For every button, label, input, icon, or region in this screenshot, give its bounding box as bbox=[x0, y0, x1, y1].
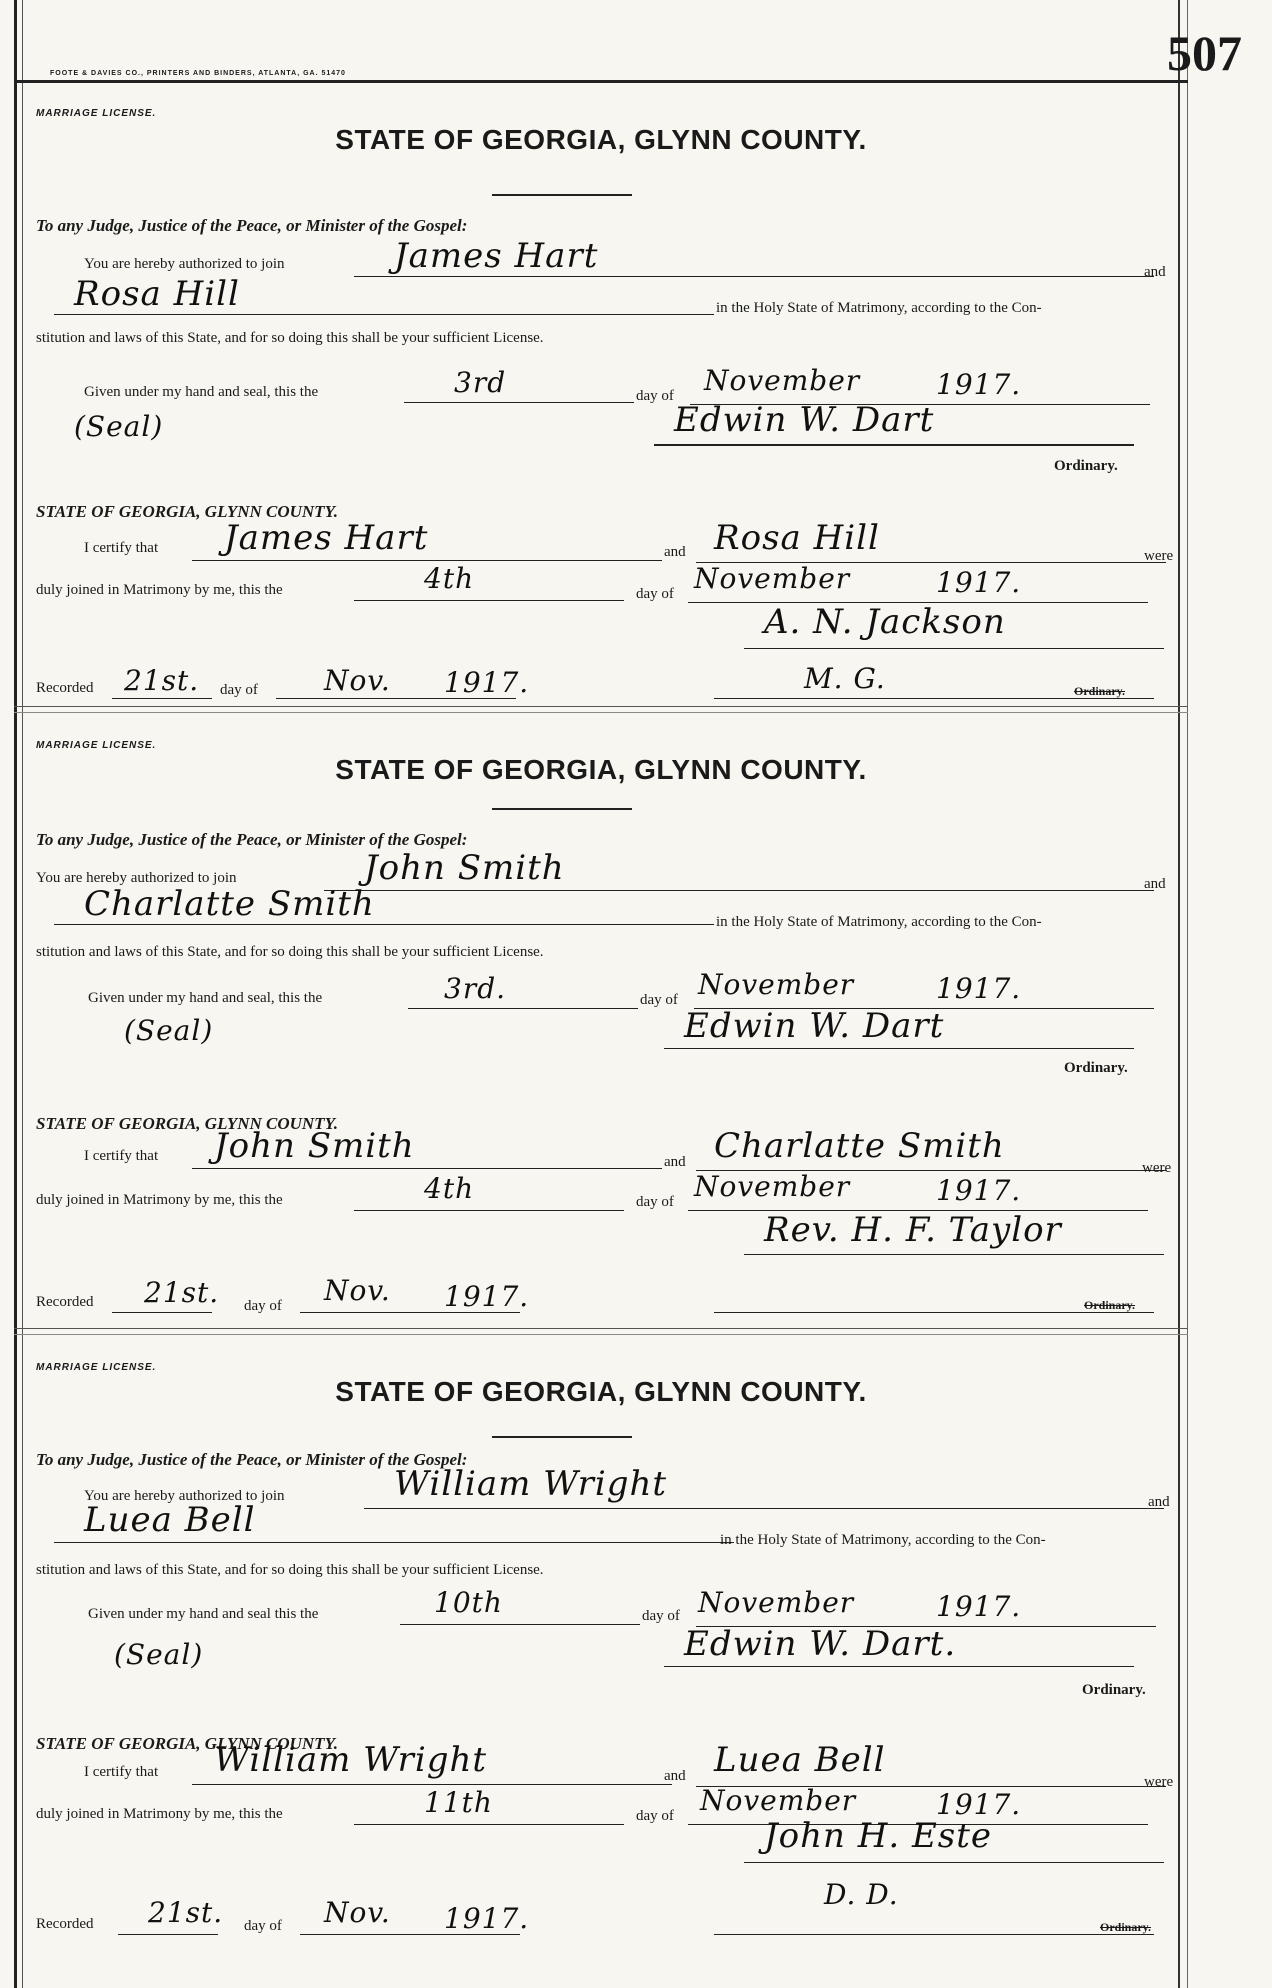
married-day-line bbox=[354, 600, 624, 601]
officiant-line bbox=[744, 1254, 1164, 1255]
signature-rule bbox=[664, 1666, 1134, 1667]
married-day-line bbox=[354, 1824, 624, 1825]
married-day: 4th bbox=[424, 1172, 475, 1205]
recorded-day: 21st. bbox=[124, 664, 200, 697]
holy-state-text: in the Holy State of Matrimony, according to the Con- bbox=[720, 1532, 1046, 1548]
cert-groom-line bbox=[192, 560, 662, 561]
certificate-heading: STATE OF GEORGIA, GLYNN COUNTY. bbox=[36, 502, 338, 521]
cert-bride-name: Rosa Hill bbox=[714, 518, 880, 558]
day-of-text: day of bbox=[640, 992, 678, 1008]
license-day-line bbox=[404, 402, 634, 403]
bride-name: Charlatte Smith bbox=[84, 884, 375, 924]
ordinary-label: Ordinary. bbox=[1064, 1060, 1128, 1076]
given-text: Given under my hand and seal, this the bbox=[84, 384, 319, 400]
were-text: were bbox=[1144, 1774, 1174, 1790]
license-day: 10th bbox=[434, 1586, 503, 1619]
printer-imprint: FOOTE & DAVIES CO., PRINTERS AND BINDERS, ATLANTA, GA. 51470 bbox=[50, 70, 346, 77]
married-year: 1917. bbox=[936, 566, 1022, 599]
heading-rule bbox=[492, 194, 632, 196]
married-year: 1917. bbox=[936, 1788, 1022, 1821]
and-text: and bbox=[1144, 876, 1166, 892]
cert-groom-name: John Smith bbox=[214, 1126, 415, 1166]
married-day: 4th bbox=[424, 562, 475, 595]
marriage-license-1 bbox=[24, 84, 1178, 704]
officiant-title: D. D. bbox=[824, 1878, 899, 1911]
day-of-text: day of bbox=[636, 388, 674, 404]
cert-bride-name: Luea Bell bbox=[714, 1740, 886, 1780]
groom-line bbox=[324, 890, 1154, 891]
recorded-text: Recorded bbox=[36, 1294, 94, 1310]
officiant-signature: Rev. H. F. Taylor bbox=[764, 1210, 1062, 1250]
license-year: 1917. bbox=[936, 368, 1022, 401]
certify-text: I certify that bbox=[84, 1764, 159, 1780]
given-text: Given under my hand and seal, this the bbox=[88, 990, 323, 1006]
and-text: and bbox=[1144, 264, 1166, 280]
groom-name: William Wright bbox=[394, 1464, 668, 1504]
marriage-license-3 bbox=[24, 1336, 1178, 1976]
and-text: and bbox=[1148, 1494, 1170, 1510]
bride-line bbox=[54, 314, 714, 315]
duly-joined-text: duly joined in Matrimony by me, this the bbox=[36, 582, 283, 598]
license-heading: STATE OF GEORGIA, GLYNN COUNTY. bbox=[335, 754, 867, 785]
recorded-month: Nov. bbox=[324, 664, 391, 697]
groom-line bbox=[354, 276, 1154, 277]
day-of-text-3: day of bbox=[244, 1298, 282, 1314]
cert-groom-line bbox=[192, 1168, 662, 1169]
bride-name: Luea Bell bbox=[84, 1500, 256, 1540]
ordinary-struck: Ordinary. bbox=[1074, 684, 1126, 698]
ordinary-label: Ordinary. bbox=[1082, 1682, 1146, 1698]
ordinary-line bbox=[714, 1934, 1154, 1935]
license-tag: MARRIAGE LICENSE. bbox=[36, 1362, 157, 1373]
ordinary-signature: Edwin W. Dart bbox=[674, 400, 935, 440]
marriage-license-2 bbox=[24, 714, 1178, 1332]
day-of-text-2: day of bbox=[636, 1194, 674, 1210]
signature-rule bbox=[664, 1048, 1134, 1049]
officiant-signature: A. N. Jackson bbox=[764, 602, 1006, 642]
recorded-year: 1917. bbox=[444, 1902, 530, 1935]
groom-line bbox=[364, 1508, 1164, 1509]
recorded-day-line bbox=[112, 1312, 212, 1313]
and-text-2: and bbox=[664, 544, 686, 560]
day-of-text-2: day of bbox=[636, 1808, 674, 1824]
recorded-text: Recorded bbox=[36, 680, 94, 696]
constitution-text: stitution and laws of this State, and for so doing this shall be your sufficient License. bbox=[36, 944, 544, 960]
given-text: Given under my hand and seal this the bbox=[88, 1606, 319, 1622]
left-border-inner bbox=[22, 0, 23, 1988]
record-separator-1 bbox=[14, 706, 1188, 707]
cert-groom-line bbox=[192, 1784, 672, 1785]
authorized-text: You are hereby authorized to join bbox=[84, 1488, 285, 1504]
recorded-month: Nov. bbox=[324, 1274, 391, 1307]
officiant-line bbox=[744, 1862, 1164, 1863]
license-year: 1917. bbox=[936, 972, 1022, 1005]
record-separator-2b bbox=[14, 1334, 1188, 1335]
license-month: November bbox=[704, 364, 861, 397]
officiant-title: M. G. bbox=[804, 662, 886, 695]
authorized-text: You are hereby authorized to join bbox=[84, 256, 285, 272]
cert-bride-name: Charlatte Smith bbox=[714, 1126, 1005, 1166]
married-month: November bbox=[700, 1784, 857, 1817]
day-of-text-3: day of bbox=[244, 1918, 282, 1934]
license-day: 3rd bbox=[454, 366, 507, 399]
license-day-line bbox=[408, 1008, 638, 1009]
record-separator-1b bbox=[14, 712, 1188, 713]
married-month: November bbox=[694, 1170, 851, 1203]
officiant-signature: John H. Este bbox=[764, 1816, 993, 1856]
married-year: 1917. bbox=[936, 1174, 1022, 1207]
constitution-text: stitution and laws of this State, and for so doing this shall be your sufficient License. bbox=[36, 330, 544, 346]
day-of-text-2: day of bbox=[636, 586, 674, 602]
groom-name: James Hart bbox=[394, 236, 599, 276]
seal-mark: (Seal) bbox=[74, 410, 164, 443]
heading-rule bbox=[492, 1436, 632, 1438]
ordinary-signature: Edwin W. Dart. bbox=[684, 1624, 957, 1664]
certify-text: I certify that bbox=[84, 540, 159, 556]
right-border-outer bbox=[1187, 0, 1188, 1988]
recorded-day-line bbox=[112, 698, 212, 699]
married-month: November bbox=[694, 562, 851, 595]
duly-joined-text: duly joined in Matrimony by me, this the bbox=[36, 1192, 283, 1208]
license-tag: MARRIAGE LICENSE. bbox=[36, 108, 157, 119]
day-of-text: day of bbox=[642, 1608, 680, 1624]
seal-mark: (Seal) bbox=[114, 1638, 204, 1671]
cert-groom-name: William Wright bbox=[214, 1740, 488, 1780]
license-heading: STATE OF GEORGIA, GLYNN COUNTY. bbox=[335, 124, 867, 155]
ordinary-signature: Edwin W. Dart bbox=[684, 1006, 945, 1046]
license-day-line bbox=[400, 1624, 640, 1625]
license-heading: STATE OF GEORGIA, GLYNN COUNTY. bbox=[335, 1376, 867, 1407]
record-separator-2 bbox=[14, 1328, 1188, 1329]
signature-rule bbox=[654, 444, 1134, 446]
recorded-year: 1917. bbox=[444, 666, 530, 699]
were-text: were bbox=[1144, 548, 1174, 564]
top-rule bbox=[14, 80, 1188, 83]
certificate-heading: STATE OF GEORGIA, GLYNN COUNTY. bbox=[36, 1114, 338, 1133]
married-day: 11th bbox=[424, 1786, 493, 1819]
recorded-year: 1917. bbox=[444, 1280, 530, 1313]
recorded-day-line bbox=[118, 1934, 218, 1935]
license-year: 1917. bbox=[936, 1590, 1022, 1623]
license-month: November bbox=[698, 1586, 855, 1619]
constitution-text: stitution and laws of this State, and for so doing this shall be your sufficient License. bbox=[36, 1562, 544, 1578]
recorded-text: Recorded bbox=[36, 1916, 94, 1932]
bride-line bbox=[54, 924, 714, 925]
and-text-2: and bbox=[664, 1768, 686, 1784]
authorized-text: You are hereby authorized to join bbox=[36, 870, 237, 886]
address-line: To any Judge, Justice of the Peace, or Minister of the Gospel: bbox=[36, 216, 468, 235]
duly-joined-text: duly joined in Matrimony by me, this the bbox=[36, 1806, 283, 1822]
ordinary-label: Ordinary. bbox=[1054, 458, 1118, 474]
address-line: To any Judge, Justice of the Peace, or Minister of the Gospel: bbox=[36, 1450, 468, 1469]
page-number: 507 bbox=[1167, 25, 1242, 81]
groom-name: John Smith bbox=[364, 848, 565, 888]
officiant-line bbox=[744, 648, 1164, 649]
holy-state-text: in the Holy State of Matrimony, according to the Con- bbox=[716, 300, 1042, 316]
left-border bbox=[14, 0, 17, 1988]
license-day: 3rd. bbox=[444, 972, 507, 1005]
holy-state-text: in the Holy State of Matrimony, according to the Con- bbox=[716, 914, 1042, 930]
license-month: November bbox=[698, 968, 855, 1001]
and-text-2: and bbox=[664, 1154, 686, 1170]
day-of-text-3: day of bbox=[220, 682, 258, 698]
ordinary-struck: Ordinary. bbox=[1100, 1920, 1152, 1934]
license-tag: MARRIAGE LICENSE. bbox=[36, 740, 157, 751]
recorded-day: 21st. bbox=[148, 1896, 224, 1929]
address-line: To any Judge, Justice of the Peace, or Minister of the Gospel: bbox=[36, 830, 468, 849]
bride-name: Rosa Hill bbox=[74, 274, 240, 314]
bride-line bbox=[54, 1542, 734, 1543]
certificate-heading: STATE OF GEORGIA, GLYNN COUNTY. bbox=[36, 1734, 338, 1753]
right-border bbox=[1178, 0, 1180, 1988]
ordinary-struck: Ordinary. bbox=[1084, 1298, 1136, 1312]
cert-groom-name: James Hart bbox=[224, 518, 429, 558]
recorded-day: 21st. bbox=[144, 1276, 220, 1309]
heading-rule bbox=[492, 808, 632, 810]
were-text: were bbox=[1142, 1160, 1172, 1176]
recorded-month: Nov. bbox=[324, 1896, 391, 1929]
certify-text: I certify that bbox=[84, 1148, 159, 1164]
seal-mark: (Seal) bbox=[124, 1014, 214, 1047]
married-day-line bbox=[354, 1210, 624, 1211]
